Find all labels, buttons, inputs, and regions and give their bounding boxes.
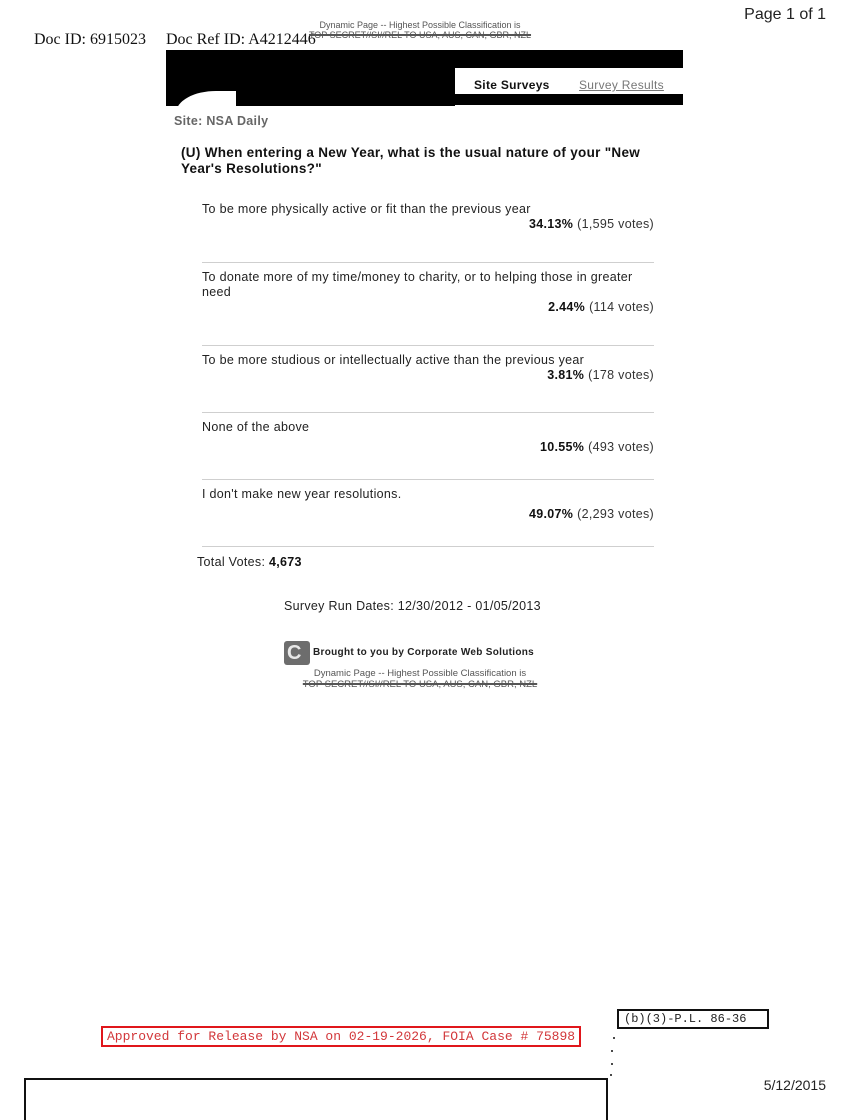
header-banner-redaction bbox=[166, 50, 683, 68]
foia-release-stamp: Approved for Release by NSA on 02-19-2026, FOIA Case # 75898 bbox=[101, 1026, 581, 1047]
answer-votes: (114 votes) bbox=[589, 300, 654, 314]
tab-site-surveys[interactable]: Site Surveys bbox=[474, 78, 550, 92]
page-number: Page 1 of 1 bbox=[744, 6, 826, 23]
header-nav-bar bbox=[455, 94, 683, 105]
total-votes-label: Total Votes: bbox=[197, 555, 266, 569]
corporate-web-solutions-logo-icon: C bbox=[284, 641, 310, 665]
classification-line-1: Dynamic Page -- Highest Possible Classification is bbox=[313, 668, 527, 679]
total-votes bbox=[197, 555, 302, 569]
answer-item bbox=[202, 202, 654, 232]
top-classification-banner bbox=[260, 20, 580, 40]
answer-text: To donate more of my time/money to charity, or to helping those in greater need bbox=[202, 270, 633, 299]
leader-dot bbox=[611, 1063, 613, 1065]
doc-ref-id: Doc Ref ID: A4212446 bbox=[166, 31, 316, 48]
classification-line-2: TOP SECRET//SI//REL TO USA, AUS, CAN, GBR, NZL bbox=[308, 30, 532, 40]
answer-text: To be more physically active or fit than the previous year bbox=[202, 202, 531, 216]
bottom-classification-banner bbox=[270, 668, 570, 690]
exemption-stamp: (b)(3)-P.L. 86-36 bbox=[617, 1009, 769, 1029]
classification-line-2: TOP SECRET//SI//REL TO USA, AUS, CAN, GBR, NZL bbox=[302, 679, 538, 690]
total-votes-value: 4,673 bbox=[269, 555, 302, 569]
doc-id: Doc ID: 6915023 bbox=[34, 31, 146, 48]
answer-percent: 2.44% bbox=[548, 300, 586, 314]
answer-votes: (1,595 votes) bbox=[577, 217, 654, 231]
survey-run-dates: Survey Run Dates: 12/30/2012 - 01/05/2013 bbox=[284, 599, 541, 613]
answer-percent: 34.13% bbox=[528, 217, 574, 231]
answer-item bbox=[202, 353, 654, 383]
answer-percent: 3.81% bbox=[547, 368, 585, 382]
divider bbox=[202, 262, 654, 263]
answer-text: I don't make new year resolutions. bbox=[202, 487, 402, 501]
tab-survey-results[interactable]: Survey Results bbox=[579, 78, 664, 92]
answer-percent: 10.55% bbox=[539, 440, 585, 454]
answer-item bbox=[202, 487, 654, 522]
answer-text: None of the above bbox=[202, 420, 310, 434]
divider bbox=[202, 345, 654, 346]
print-date: 5/12/2015 bbox=[763, 1077, 826, 1093]
divider bbox=[202, 546, 654, 547]
redaction-box bbox=[24, 1078, 608, 1120]
divider bbox=[202, 412, 654, 413]
site-label: Site: NSA Daily bbox=[174, 114, 269, 128]
answer-percent: 49.07% bbox=[528, 507, 574, 521]
leader-dot bbox=[613, 1037, 615, 1039]
answer-item bbox=[202, 270, 654, 315]
leader-dot bbox=[611, 1050, 613, 1052]
answer-text: To be more studious or intellectually active than the previous year bbox=[202, 353, 585, 367]
divider bbox=[202, 479, 654, 480]
leader-dot bbox=[610, 1074, 612, 1076]
answer-votes: (2,293 votes) bbox=[577, 507, 654, 521]
answer-votes: (493 votes) bbox=[588, 440, 654, 454]
footer-credit: Brought to you by Corporate Web Solutions bbox=[313, 647, 534, 658]
classification-line-1: Dynamic Page -- Highest Possible Classification is bbox=[319, 20, 521, 30]
answer-votes: (178 votes) bbox=[588, 368, 654, 382]
answer-item bbox=[202, 420, 654, 455]
survey-question: (U) When entering a New Year, what is the usual nature of your "New Year's Resolutions?" bbox=[181, 145, 641, 176]
